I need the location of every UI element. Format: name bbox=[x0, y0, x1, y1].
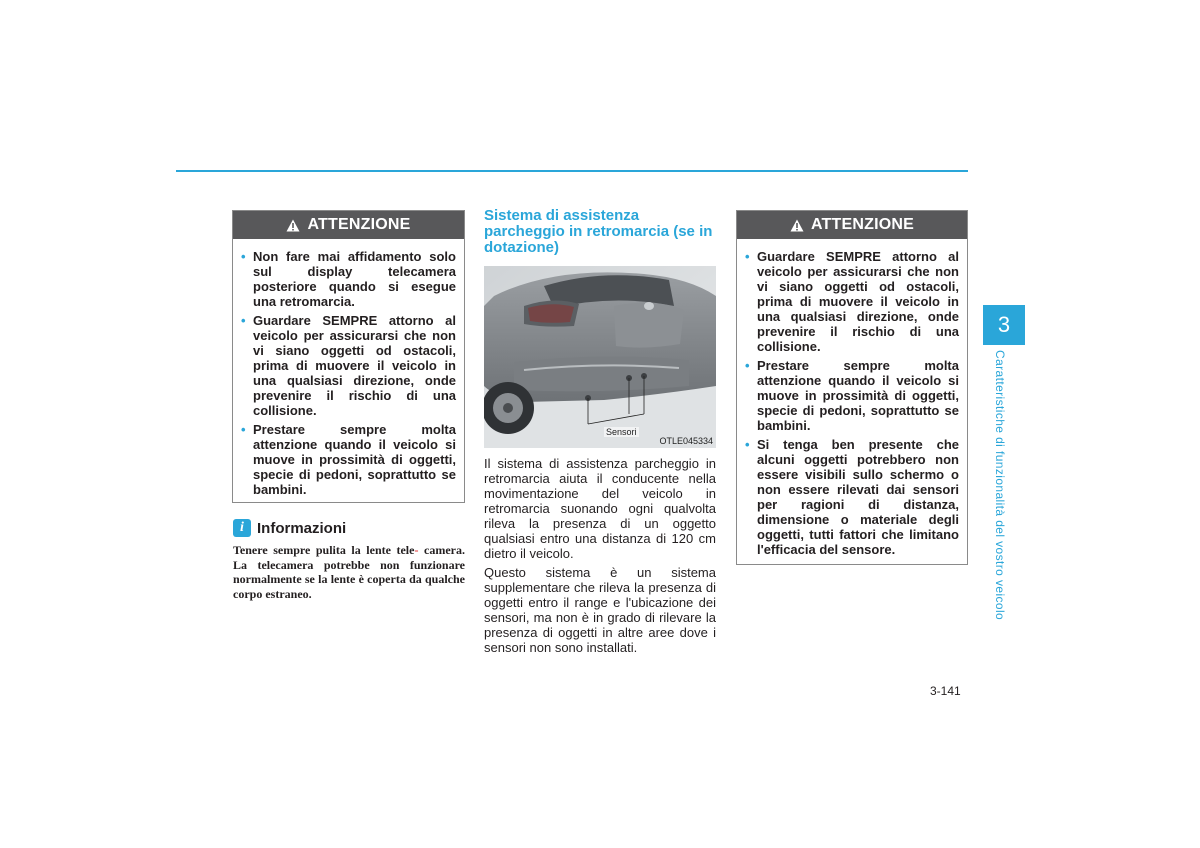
warning-triangle-icon bbox=[790, 219, 804, 232]
warning-list bbox=[233, 239, 464, 507]
warning-item: • Guardare SEMPRE attorno al veicolo per assicurarsi che non vi siano oggetti od ostacoli, prima di muovere il veicolo in una qualsiasi direzione, onde prevenire il rischio di una collisione. bbox=[745, 249, 959, 354]
header-rule bbox=[176, 170, 968, 172]
info-text bbox=[233, 543, 465, 601]
warning-title: ATTENZIONE bbox=[810, 216, 915, 233]
warning-header-right bbox=[737, 211, 967, 239]
chapter-tab: 3 bbox=[983, 305, 1025, 345]
warning-item: • Non fare mai affidamento solo sul display telecamera posteriore quando si esegue una retromarcia. bbox=[241, 249, 456, 309]
warning-list bbox=[737, 239, 967, 567]
warning-item: • Prestare sempre molta attenzione quando il veicolo si muove in prossimità di oggetti, specie di pedoni, soprattutto se bambini. bbox=[745, 358, 959, 433]
figure-label-sensors: Sensori bbox=[606, 427, 637, 437]
info-header bbox=[233, 519, 346, 537]
chapter-title: Caratteristiche di funzionalità del vostro veicolo bbox=[993, 350, 1007, 621]
warning-item: • Guardare SEMPRE attorno al veicolo per assicurarsi che non vi siano oggetti od ostacoli, prima di muovere il veicolo in una qualsiasi direzione, onde prevenire il rischio di una collisione. bbox=[241, 313, 456, 418]
info-text-part1: Tenere sempre pulita la lente tele bbox=[233, 543, 415, 557]
info-icon: i bbox=[233, 519, 251, 537]
hyphen-mark: - bbox=[414, 543, 419, 557]
warning-item: • Prestare sempre molta attenzione quando il veicolo si muove in prossimità di oggetti, specie di pedoni, soprattutto se bambini. bbox=[241, 422, 456, 497]
warning-item: • Si tenga ben presente che alcuni oggetti potrebbero non essere visibili sullo schermo o non essere rilevati dai sensori per ragioni di distanza, dimensione o materiale degli oggetti, tutti fattori che limitano l'efficacia del sensore. bbox=[745, 437, 959, 557]
warning-box-right bbox=[736, 210, 968, 565]
info-text-part2: camera. La telecamera potrebbe non funzionare normalmente se la lente è coperta da qualche corpo estraneo. bbox=[233, 543, 466, 601]
car-rear-illustration bbox=[484, 266, 716, 448]
warning-header-left bbox=[233, 211, 464, 239]
warning-title: ATTENZIONE bbox=[307, 216, 411, 233]
paragraph-2: Questo sistema è un sistema supplementare che rileva la presenza di oggetti entro il range e l'ubicazione dei sensori, ma non è in grado di rilevare la presenza di oggetti in altre aree dove i sensori non sono installati. bbox=[484, 565, 716, 655]
info-title: Informazioni bbox=[257, 519, 347, 537]
warning-triangle-icon bbox=[286, 219, 300, 232]
paragraph-1: Il sistema di assistenza parcheggio in retromarcia aiuta il conducente nella movimentazione del veicolo in retromarcia suonando ogni qualvolta rileva la presenza di un oggetto qualsiasi entro una distanza di 120 cm dietro il veicolo. bbox=[484, 456, 716, 561]
warning-box-left bbox=[232, 210, 465, 503]
figure-code: OTLE045334 bbox=[659, 436, 713, 446]
rear-parking-sensor-figure bbox=[484, 266, 716, 448]
section-title: Sistema di assistenza parcheggio in retromarcia (se in dotazione) bbox=[484, 207, 713, 256]
page-number: 3-141 bbox=[930, 684, 961, 698]
